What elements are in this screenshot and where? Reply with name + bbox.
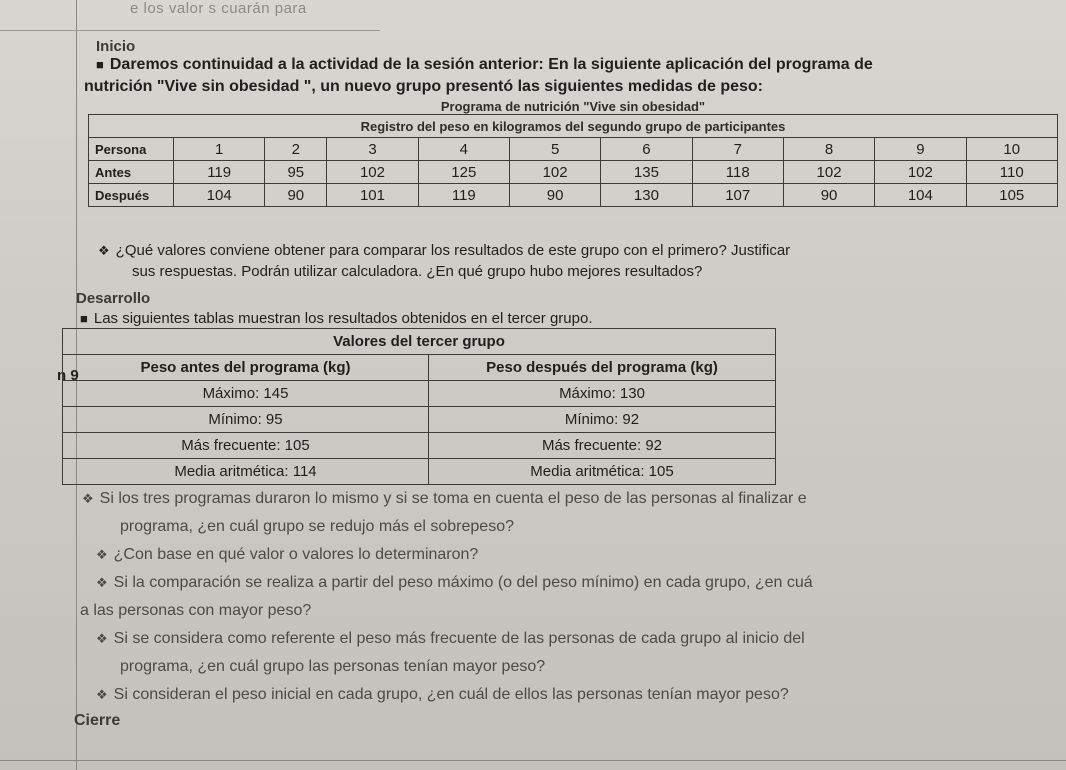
diamond-bullet-icon: ❖ [96, 575, 108, 590]
antes-cell-6: 135 [601, 161, 692, 184]
table-row [63, 381, 776, 407]
persona-cell-2: 2 [265, 138, 327, 161]
persona-cell-6: 6 [601, 138, 692, 161]
diamond-bullet-icon: ❖ [96, 687, 108, 702]
despues-cell-7: 107 [692, 184, 783, 207]
table2-title-row [63, 329, 776, 355]
despues-cell-4: 119 [418, 184, 509, 207]
section-inicio: Inicio [96, 38, 136, 55]
antes-cell-9: 102 [875, 161, 966, 184]
diamond-bullet-icon: ❖ [82, 491, 94, 506]
persona-cell-9: 9 [875, 138, 966, 161]
despues-cell-3: 101 [327, 184, 418, 207]
antes-cell-4: 125 [418, 161, 509, 184]
table1-title-row [89, 98, 1058, 115]
intro-line-2: nutrición "Vive sin obesidad ", un nuevo grupo presentó las siguientes medidas de peso: [84, 78, 764, 95]
row-label-persona: Persona [89, 138, 174, 161]
question-line: a las personas con mayor peso? [80, 602, 312, 619]
table1-title: Programa de nutrición "Vive sin obesidad" [440, 98, 706, 114]
question-line: ❖ Si se considera como referente el peso más frecuente de las personas de cada grupo al inicio del [96, 630, 805, 647]
table2-col-after: Peso después del programa (kg) [429, 355, 776, 381]
table-row [63, 433, 776, 459]
despues-cell-2: 90 [265, 184, 327, 207]
antes-cell-8: 102 [783, 161, 874, 184]
bullet-icon: ■ [96, 57, 104, 72]
persona-cell-7: 7 [692, 138, 783, 161]
diamond-bullet-icon: ❖ [98, 243, 110, 258]
after-max: Máximo: 130 [429, 381, 776, 407]
table-row [63, 459, 776, 485]
antes-cell-7: 118 [692, 161, 783, 184]
table-row [63, 407, 776, 433]
table2-col-before: Peso antes del programa (kg) [63, 355, 429, 381]
question-line: ❖ ¿Con base en qué valor o valores lo determinaron? [96, 546, 479, 563]
question-line: ❖ Si la comparación se realiza a partir del peso máximo (o del peso mínimo) en cada grupo, ¿en cuá [96, 574, 813, 591]
after-mode: Más frecuente: 92 [429, 433, 776, 459]
table-row [89, 161, 1058, 184]
table1-subtitle: Registro del peso en kilogramos del segundo grupo de participantes [89, 115, 1058, 138]
despues-cell-6: 130 [601, 184, 692, 207]
persona-cell-3: 3 [327, 138, 418, 161]
section-cierre: Cierre [74, 712, 121, 729]
before-max: Máximo: 145 [63, 381, 429, 407]
table1-subtitle-row [89, 115, 1058, 138]
margin-mark: n 9 [57, 367, 79, 384]
antes-cell-1: 119 [174, 161, 265, 184]
before-mode: Más frecuente: 105 [63, 433, 429, 459]
antes-cell-5: 102 [509, 161, 600, 184]
despues-cell-1: 104 [174, 184, 265, 207]
bullet-icon: ■ [80, 311, 88, 326]
despues-cell-10: 105 [966, 184, 1057, 207]
despues-cell-8: 90 [783, 184, 874, 207]
question-line: ❖ Si los tres programas duraron lo mismo y si se toma en cuenta el peso de las personas al finalizar e [82, 490, 807, 507]
persona-cell-4: 4 [418, 138, 509, 161]
table2-header-row [63, 355, 776, 381]
question-line: programa, ¿en cuál grupo se redujo más el sobrepeso? [120, 518, 514, 535]
faded-header-text: e los valor s cuarán para [130, 0, 307, 17]
top-rule [0, 30, 380, 31]
antes-cell-10: 110 [966, 161, 1057, 184]
bottom-rule [0, 760, 1066, 761]
question-line: ❖ Si consideran el peso inicial en cada grupo, ¿en cuál de ellos las personas tenían mayor peso? [96, 686, 789, 703]
question1-line-1: ❖ ¿Qué valores conviene obtener para comparar los resultados de este grupo con el primero? Justificar [98, 242, 791, 259]
table-second-group [88, 98, 1058, 207]
table-row [89, 138, 1058, 161]
antes-cell-3: 102 [327, 161, 418, 184]
question-line: programa, ¿en cuál grupo las personas tenían mayor peso? [120, 658, 546, 675]
diamond-bullet-icon: ❖ [96, 631, 108, 646]
table-row [89, 184, 1058, 207]
before-mean: Media aritmética: 114 [63, 459, 429, 485]
persona-cell-1: 1 [174, 138, 265, 161]
persona-cell-10: 10 [966, 138, 1057, 161]
despues-cell-5: 90 [509, 184, 600, 207]
despues-cell-9: 104 [875, 184, 966, 207]
before-min: Mínimo: 95 [63, 407, 429, 433]
antes-cell-2: 95 [265, 161, 327, 184]
persona-cell-8: 8 [783, 138, 874, 161]
after-min: Mínimo: 92 [429, 407, 776, 433]
question1-line-2: sus respuestas. Podrán utilizar calculadora. ¿En qué grupo hubo mejores resultados? [132, 263, 703, 280]
persona-cell-5: 5 [509, 138, 600, 161]
intro-line-1: ■ Daremos continuidad a la actividad de la sesión anterior: En la siguiente aplicación del programa de [96, 56, 873, 73]
table2-title: Valores del tercer grupo [63, 329, 776, 355]
section-desarrollo: Desarrollo [76, 290, 151, 307]
diamond-bullet-icon: ❖ [96, 547, 108, 562]
after-mean: Media aritmética: 105 [429, 459, 776, 485]
row-label-despues: Después [89, 184, 174, 207]
desarrollo-intro: ■ Las siguientes tablas muestran los resultados obtenidos en el tercer grupo. [80, 310, 593, 327]
row-label-antes: Antes [89, 161, 174, 184]
table-third-group [62, 328, 776, 485]
